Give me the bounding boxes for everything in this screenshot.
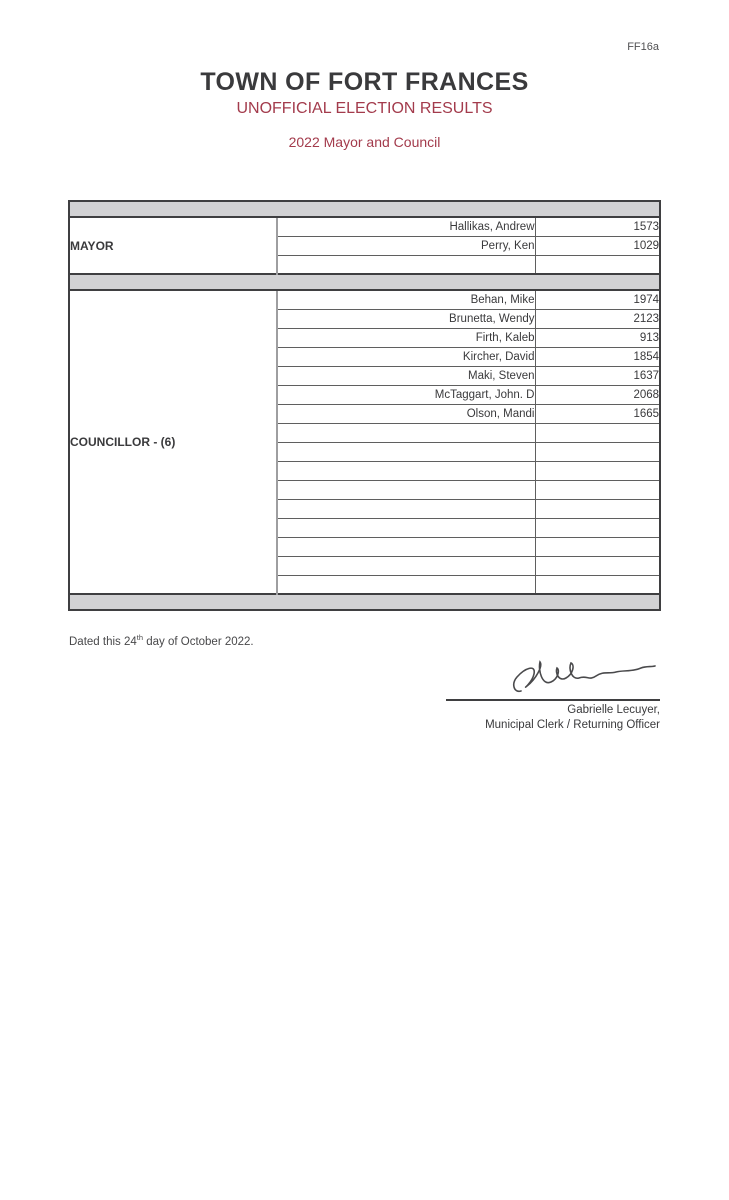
candidate-votes-cell: 2068 bbox=[535, 385, 660, 404]
candidate-name-cell bbox=[277, 575, 535, 594]
contest-heading: 2022 Mayor and Council bbox=[288, 134, 441, 150]
candidate-votes-cell bbox=[535, 556, 660, 575]
candidate-name-cell: Kircher, David bbox=[277, 347, 535, 366]
signature-icon bbox=[505, 655, 660, 701]
candidate-name-cell: Hallikas, Andrew bbox=[277, 217, 535, 236]
signatory-name: Gabrielle Lecuyer, bbox=[567, 704, 660, 716]
separator-bar bbox=[69, 594, 660, 610]
candidate-votes-cell bbox=[535, 442, 660, 461]
candidate-name-cell bbox=[277, 423, 535, 442]
candidate-votes-cell: 1637 bbox=[535, 366, 660, 385]
result-row bbox=[69, 290, 660, 309]
office-label: COUNCILLOR - (6) bbox=[69, 290, 277, 594]
signature-line bbox=[446, 699, 660, 701]
candidate-name-cell: Firth, Kaleb bbox=[277, 328, 535, 347]
dated-ordinal: th bbox=[136, 633, 144, 642]
candidate-name-cell bbox=[277, 499, 535, 518]
page-title: TOWN OF FORT FRANCES bbox=[200, 68, 529, 96]
candidate-votes-cell: 1854 bbox=[535, 347, 660, 366]
candidate-name-cell: McTaggart, John. D bbox=[277, 385, 535, 404]
candidate-votes-cell: 1029 bbox=[535, 236, 660, 255]
dated-prefix: Dated this 24 bbox=[69, 635, 137, 648]
result-row bbox=[69, 217, 660, 236]
candidate-name-cell: Maki, Steven bbox=[277, 366, 535, 385]
office-label: MAYOR bbox=[69, 217, 277, 274]
page-subtitle: UNOFFICIAL ELECTION RESULTS bbox=[236, 100, 493, 117]
candidate-name-cell bbox=[277, 442, 535, 461]
separator-bar-cell bbox=[69, 594, 660, 610]
results-table bbox=[68, 200, 661, 611]
separator-bar bbox=[69, 201, 660, 217]
separator-bar-cell bbox=[69, 274, 660, 290]
candidate-votes-cell bbox=[535, 423, 660, 442]
candidate-votes-cell bbox=[535, 499, 660, 518]
candidate-votes-cell: 1974 bbox=[535, 290, 660, 309]
candidate-name-cell: Perry, Ken bbox=[277, 236, 535, 255]
candidate-votes-cell: 1665 bbox=[535, 404, 660, 423]
candidate-votes-cell: 1573 bbox=[535, 217, 660, 236]
candidate-name-cell: Behan, Mike bbox=[277, 290, 535, 309]
separator-bar bbox=[69, 274, 660, 290]
candidate-name-cell bbox=[277, 480, 535, 499]
dated-suffix: day of October 2022. bbox=[143, 635, 254, 648]
candidate-votes-cell: 2123 bbox=[535, 309, 660, 328]
candidate-name-cell bbox=[277, 556, 535, 575]
form-code: FF16a bbox=[627, 41, 659, 53]
candidate-votes-cell bbox=[535, 518, 660, 537]
separator-bar-cell bbox=[69, 201, 660, 217]
candidate-name-cell: Brunetta, Wendy bbox=[277, 309, 535, 328]
candidate-votes-cell: 913 bbox=[535, 328, 660, 347]
candidate-name-cell bbox=[277, 255, 535, 274]
candidate-votes-cell bbox=[535, 537, 660, 556]
candidate-votes-cell bbox=[535, 575, 660, 594]
candidate-votes-cell bbox=[535, 480, 660, 499]
signatory-title: Municipal Clerk / Returning Officer bbox=[485, 719, 660, 731]
candidate-votes-cell bbox=[535, 461, 660, 480]
candidate-name-cell bbox=[277, 537, 535, 556]
candidate-name-cell: Olson, Mandi bbox=[277, 404, 535, 423]
dated-line bbox=[69, 633, 254, 648]
candidate-name-cell bbox=[277, 518, 535, 537]
candidate-name-cell bbox=[277, 461, 535, 480]
candidate-votes-cell bbox=[535, 255, 660, 274]
